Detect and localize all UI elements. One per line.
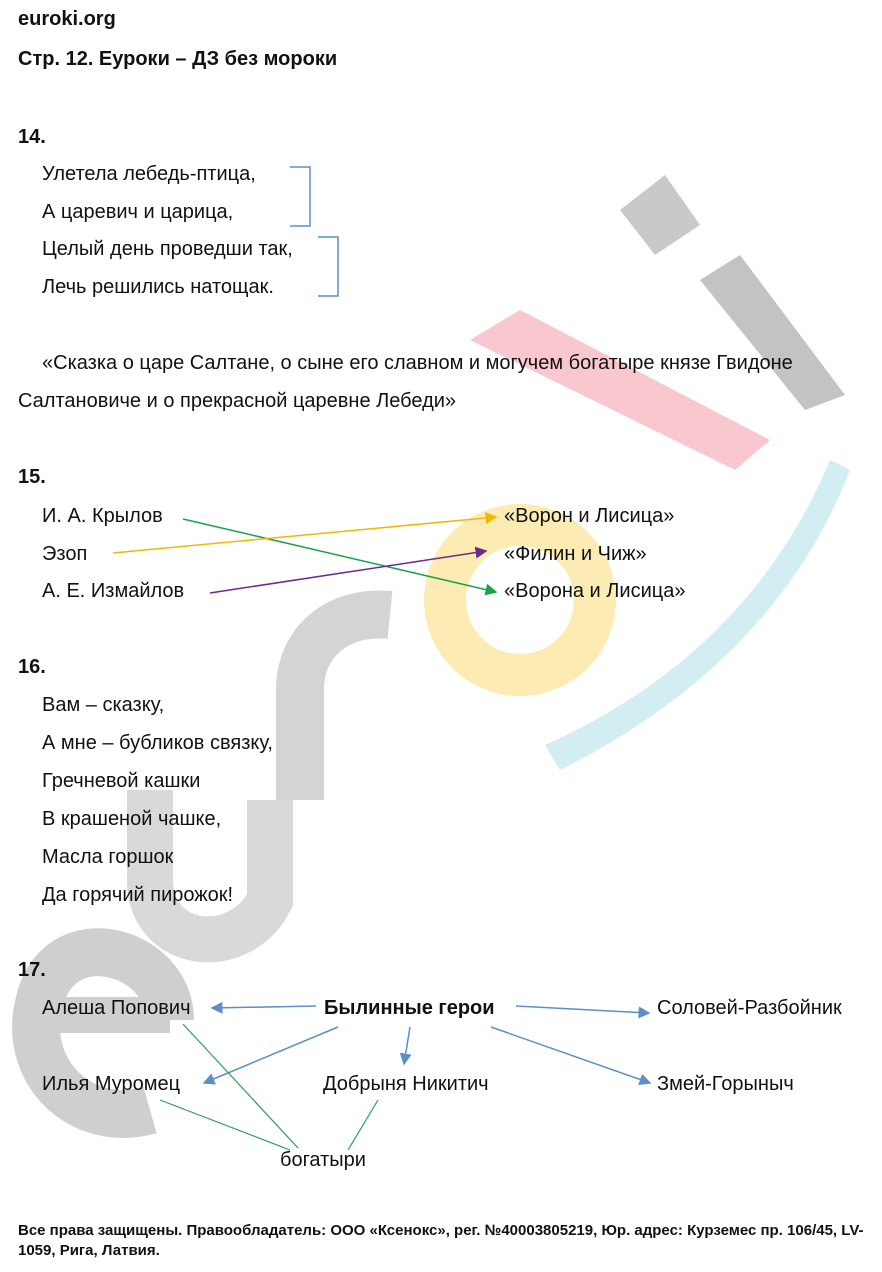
poem-line: Гречневой кашки: [42, 770, 201, 792]
poem-line: Вам – сказку,: [42, 694, 165, 716]
author-label: И. А. Крылов: [42, 505, 163, 527]
task-14-answer-line2: Салтановиче и о прекрасной царевне Лебеди»: [18, 390, 457, 412]
site-name[interactable]: euroki.org: [18, 8, 116, 30]
task-17-number: 17.: [18, 959, 46, 981]
arrow-to-alesha: [212, 1006, 316, 1008]
poem-line: Лечь решились натощак.: [42, 276, 274, 298]
work-label: «Филин и Чиж»: [504, 543, 647, 565]
hero-label: Добрыня Никитич: [323, 1073, 489, 1095]
poem-line: А царевич и царица,: [42, 201, 234, 223]
task-14-answer-line1: «Сказка о царе Салтане, о сыне его славном и могучем богатыре князе Гвидоне: [42, 352, 793, 374]
work-label: «Ворона и Лисица»: [504, 580, 686, 602]
poem-line: В крашеной чашке,: [42, 808, 222, 830]
group-line-dobrynya: [348, 1100, 378, 1150]
task-16-number: 16.: [18, 656, 46, 678]
author-label: Эзоп: [42, 543, 88, 565]
copyright-footer: Все права защищены. Правообладатель: ООО «Ксенокс», рег. №40003805219, Юр. адрес: Курземес пр. 106/45, LV-1059, Рига, Латвия.: [18, 1222, 864, 1259]
task-15-number: 15.: [18, 466, 46, 488]
page-title: Стр. 12. Еуроки – ДЗ без мороки: [18, 48, 338, 70]
villain-label: Соловей-Разбойник: [657, 997, 842, 1019]
author-label: А. Е. Измайлов: [42, 580, 185, 602]
poem-line: Целый день проведши так,: [42, 238, 293, 260]
arrow-to-solovey: [516, 1006, 649, 1013]
poem-line: А мне – бубликов связку,: [42, 732, 273, 754]
hero-label: Алеша Попович: [42, 997, 191, 1019]
group-label: богатыри: [280, 1149, 366, 1171]
diagram-center: Былинные герои: [324, 997, 495, 1019]
hero-label: Илья Муромец: [42, 1073, 181, 1095]
arrow-to-dobrynya: [404, 1027, 410, 1064]
arrow-to-ilya: [204, 1027, 338, 1083]
work-label: «Ворон и Лисица»: [504, 505, 675, 527]
poem-line: Улетела лебедь-птица,: [42, 163, 256, 185]
villain-label: Змей-Горыныч: [657, 1073, 794, 1095]
group-line-ilya: [160, 1100, 290, 1150]
task-14-number: 14.: [18, 126, 46, 148]
poem-line: Масла горшок: [42, 846, 174, 868]
poem-line: Да горячий пирожок!: [42, 884, 234, 906]
group-line-alesha: [183, 1024, 298, 1148]
arrow-to-zmey: [491, 1027, 650, 1083]
